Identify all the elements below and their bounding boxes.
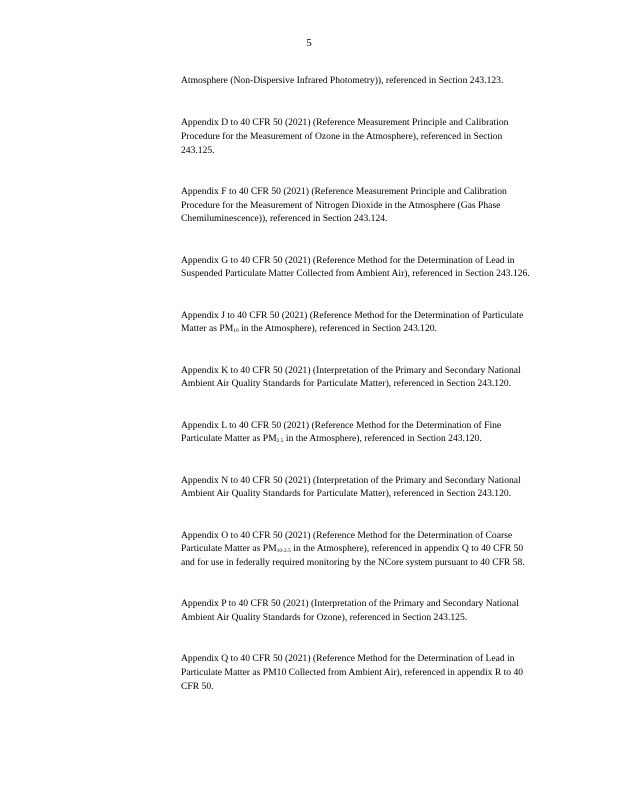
paragraph-text: Appendix L to 40 CFR 50 (2021) (Reference Method for the Determination of Fine Particulate Matter as PM	[181, 419, 502, 445]
paragraph-atmosphere-continuation: Atmosphere (Non-Dispersive Infrared Photometry)), referenced in Section 243.123.	[181, 75, 504, 86]
paragraph-appendix-k: Appendix K to 40 CFR 50 (2021) (Interpretation of the Primary and Secondary National Ambient Air Quality Standards for Particulate Matter), referenced in Section 243.120.	[181, 364, 521, 390]
subscript: 10	[233, 328, 239, 335]
paragraph-appendix-f: Appendix F to 40 CFR 50 (2021) (Reference Measurement Principle and Calibration Procedure for the Measurement of Nitrogen Dioxide in the Atmosphere (Gas Phase Chemiluminescence)), referenced in Section 243.124.	[181, 185, 507, 225]
paragraph-text: Appendix J to 40 CFR 50 (2021) (Reference Method for the Determination of Particulate Matter as PM	[181, 309, 524, 335]
document-body	[181, 74, 534, 721]
paragraph-text: in the Atmosphere), referenced in Section 243.120.	[283, 433, 482, 445]
paragraph-appendix-p: Appendix P to 40 CFR 50 (2021) (Interpretation of the Primary and Secondary National Ambient Air Quality Standards for Ozone), referenced in Section 243.125.	[181, 598, 519, 623]
paragraph-appendix-q: Appendix Q to 40 CFR 50 (2021) (Reference Method for the Determination of Lead in Particulate Matter as PM10 Collected from Ambient Air), referenced in appendix R to 40 CFR 50.	[181, 653, 524, 692]
paragraph-appendix-n: Appendix N to 40 CFR 50 (2021) (Interpretation of the Primary and Secondary National Ambient Air Quality Standards for Particulate Matter), referenced in Section 243.120.	[181, 474, 521, 500]
paragraph-appendix-d: Appendix D to 40 CFR 50 (2021) (Reference Measurement Principle and Calibration Procedure for the Measurement of Ozone in the Atmosphere), referenced in Section 243.125.	[181, 117, 509, 156]
subscript: 2.5	[276, 438, 284, 445]
paragraph-appendix-l	[181, 419, 534, 446]
paragraph-appendix-g: Appendix G to 40 CFR 50 (2021) (Reference Method for the Determination of Lead in Suspended Particulate Matter Collected from Ambient Air), referenced in Section 243.126.	[181, 254, 530, 280]
paragraph-appendix-j	[181, 309, 534, 336]
paragraph-text: Appendix O to 40 CFR 50 (2021) (Reference Method for the Determination of Coarse Particulate Matter as PM	[181, 529, 513, 555]
paragraph-appendix-o	[181, 529, 534, 570]
subscript: 10-2.5	[276, 548, 291, 555]
page-number: 5	[306, 37, 312, 49]
paragraph-text: in the Atmosphere), referenced in Section 243.120.	[238, 323, 437, 335]
paragraph-text: in the Atmosphere), referenced in appendix Q to 40 CFR 50 and for use in federally required monitoring by the NCore system pursuant to 40 CFR 58.	[181, 543, 525, 568]
